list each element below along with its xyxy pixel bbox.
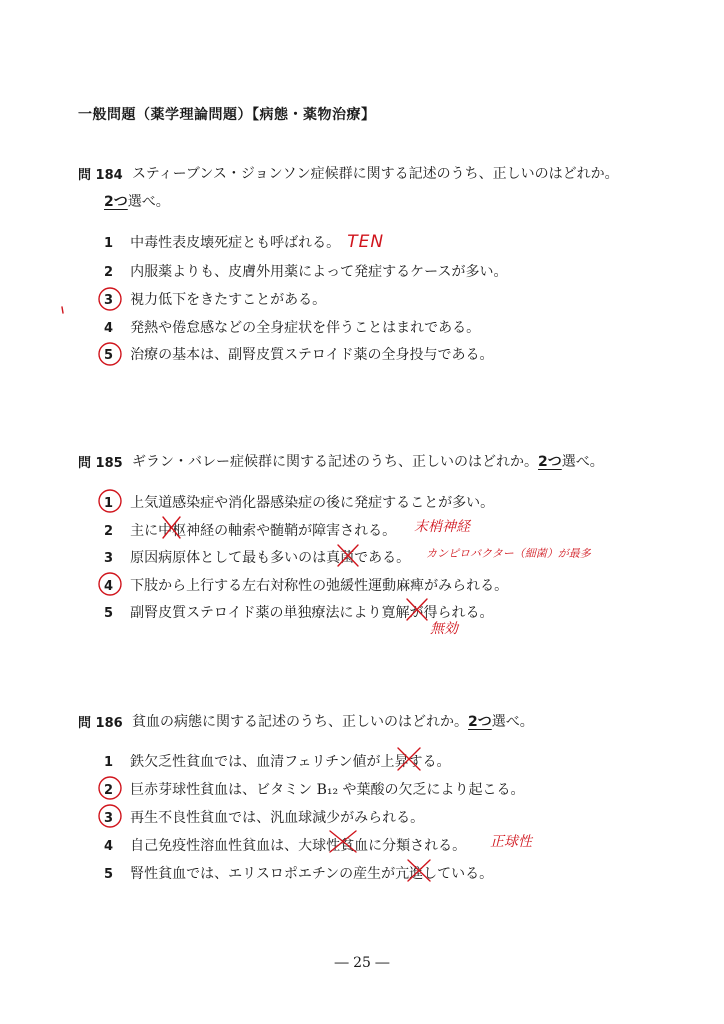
choose-rest: 選べ。 bbox=[561, 454, 604, 470]
option-number: 2 bbox=[104, 783, 114, 798]
q184-option-3 bbox=[104, 289, 326, 309]
question-186-number: 問 186 bbox=[78, 716, 123, 731]
q184-option-4 bbox=[104, 317, 480, 337]
option-text: 腎性貧血では、エリスロポエチンの産生が亢進している。 bbox=[130, 866, 494, 882]
option-text: 巨赤芽球性貧血は、ビタミン B₁₂ や葉酸の欠乏により起こる。 bbox=[130, 782, 525, 798]
q186-option-4 bbox=[104, 835, 466, 855]
question-text: 貧血の病態に関する記述のうち、正しいのはどれか。 bbox=[132, 714, 468, 730]
question-185-number: 問 185 bbox=[78, 456, 123, 471]
option-number: 1 bbox=[104, 496, 114, 511]
option-text: 視力低下をきたすことがある。 bbox=[130, 292, 327, 308]
option-text: 内服薬よりも、皮膚外用薬によって発症するケースが多い。 bbox=[130, 264, 508, 280]
option-number: 3 bbox=[104, 551, 114, 566]
option-text: 主に中枢神経の軸索や髄鞘が障害される。 bbox=[130, 523, 397, 539]
option-text: 自己免疫性溶血性貧血は、大球性貧血に分類される。 bbox=[130, 838, 467, 854]
handwritten-note-ineffective: 無効 bbox=[430, 621, 458, 637]
option-number: 3 bbox=[104, 811, 114, 826]
option-number: 5 bbox=[104, 606, 114, 621]
option-text: 鉄欠乏性貧血では、血清フェリチン値が上昇する。 bbox=[130, 754, 451, 770]
option-text: 原因病原体として最も多いのは真菌である。 bbox=[130, 550, 411, 566]
q186-option-1 bbox=[104, 751, 450, 771]
option-number: 2 bbox=[104, 524, 114, 539]
option-number: 1 bbox=[104, 755, 114, 770]
q185-option-1 bbox=[104, 492, 494, 512]
q184-option-2 bbox=[104, 261, 507, 281]
handwritten-note-peripheral-nerve: 末梢神経 bbox=[414, 519, 470, 535]
choose-rest: 選べ。 bbox=[491, 714, 534, 730]
stray-mark bbox=[62, 307, 63, 313]
page-number: ― 25 ― bbox=[334, 955, 390, 971]
handwritten-note-campylobacter: カンピロバクター（細菌）が最多 bbox=[426, 547, 591, 560]
option-number: 4 bbox=[104, 839, 114, 854]
question-text: ギラン・バレー症候群に関する記述のうち、正しいのはどれか。 bbox=[132, 454, 538, 470]
question-184-instruction bbox=[104, 191, 170, 211]
option-text: 下肢から上行する左右対称性の弛緩性運動麻痺がみられる。 bbox=[130, 578, 509, 594]
option-number: 5 bbox=[104, 348, 114, 363]
q184-option-1 bbox=[104, 232, 384, 252]
q184-option-5 bbox=[104, 344, 493, 364]
choose-rest: 選べ。 bbox=[127, 194, 170, 210]
option-text: 上気道感染症や消化器感染症の後に発症することが多い。 bbox=[130, 495, 495, 511]
q185-option-2 bbox=[104, 520, 396, 540]
q186-option-2 bbox=[104, 779, 525, 799]
q186-option-3 bbox=[104, 807, 424, 827]
option-number: 4 bbox=[104, 579, 114, 594]
question-184-text: スティーブンス・ジョンソン症候群に関する記述のうち、正しいのはどれか。 bbox=[132, 166, 619, 182]
handwritten-note-ten: TEN bbox=[347, 232, 385, 252]
option-text: 副腎皮質ステロイド薬の単独療法により寛解が得られる。 bbox=[130, 605, 494, 621]
option-number: 3 bbox=[104, 293, 114, 308]
handwritten-note-normocytic: 正球性 bbox=[490, 834, 532, 850]
section-title: 一般問題（薬学理論問題）【病態・薬物治療】 bbox=[78, 107, 376, 123]
question-184-number: 問 184 bbox=[78, 168, 123, 183]
option-number: 2 bbox=[104, 265, 114, 280]
q185-option-4 bbox=[104, 575, 508, 595]
option-text: 中毒性表皮壊死症とも呼ばれる。 bbox=[130, 235, 341, 251]
option-number: 5 bbox=[104, 867, 114, 882]
q186-option-5 bbox=[104, 863, 493, 883]
q185-option-3 bbox=[104, 547, 410, 567]
choose-count: 2つ bbox=[538, 454, 562, 470]
option-text: 発熱や倦怠感などの全身症状を伴うことはまれである。 bbox=[130, 320, 481, 336]
choose-count: 2つ bbox=[104, 194, 128, 210]
option-number: 1 bbox=[104, 236, 114, 251]
choose-count: 2つ bbox=[468, 714, 492, 730]
option-number: 4 bbox=[104, 321, 114, 336]
question-186-text bbox=[132, 711, 534, 731]
question-185-text bbox=[132, 451, 604, 471]
option-text: 再生不良性貧血では、汎血球減少がみられる。 bbox=[130, 810, 425, 826]
option-text: 治療の基本は、副腎皮質ステロイド薬の全身投与である。 bbox=[130, 347, 494, 363]
